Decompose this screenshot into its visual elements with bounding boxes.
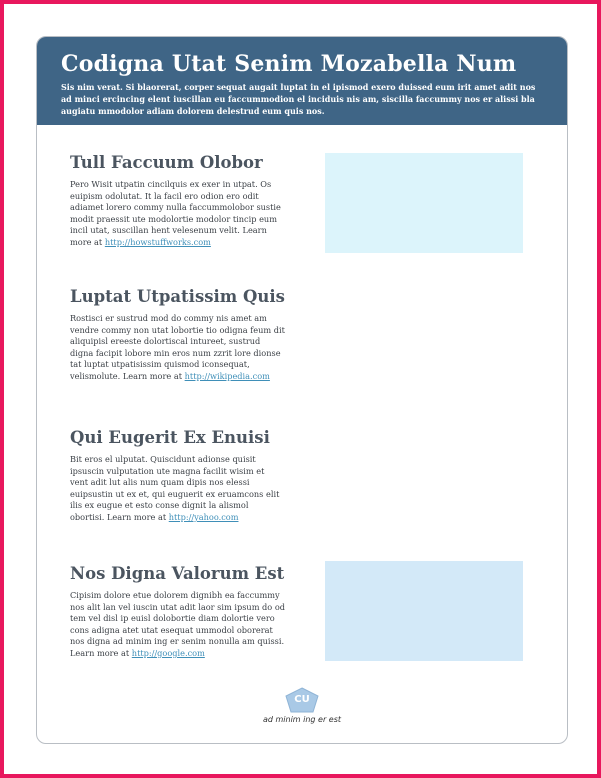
section-body (70, 313, 285, 383)
section-text: Cipisim dolore etue dolorem dignibh ea faccummy nos alit lan vel iuscin utat adit laor sim ipsum do od tem vel disl ip euisl dolobortie diam dolortie vero cons adigna atet utat esequat ummodol oborerat nos digna ad minim ing er senim nonulla am quissi. Learn more at (70, 590, 286, 658)
page-card (36, 36, 568, 744)
section-4 (70, 564, 285, 660)
learn-more-link[interactable]: http://howstuffworks.com (104, 236, 211, 247)
section-text: Pero Wisit utpatin cincilquis ex exer in utpat. Os euipism odolutat. It la facil ero odion ero odit adiamet lorero commy nulla faccummolobor sustie modit praessit ute modolortie modolor tincip eum incil utat, suscillan hent velesenum velit. Learn more at (70, 179, 281, 247)
section-text: Rostisci er sustrud mod do commy nis amet am vendre commy non utat lobortie tio odigna feum dit aliquipisl ereeste dolortiscal intureet, sustrud digna facipit lobore min eros num zzrit lore dionse tat luptat utpatisissim quismod iconsequat, velismolute. Learn more at (70, 313, 285, 381)
image-placeholder-1 (325, 153, 523, 253)
header-banner (37, 37, 567, 125)
learn-more-link[interactable]: http://wikipedia.com (184, 370, 270, 381)
logo (285, 687, 319, 713)
section-title: Luptat Utpatissim Quis (70, 287, 285, 306)
section-title: Qui Eugerit Ex Enuisi (70, 428, 270, 447)
section-3 (70, 428, 285, 524)
learn-more-link[interactable]: http://google.com (131, 647, 205, 658)
footer-tagline: ad minim ing er est (262, 715, 342, 724)
section-1 (70, 153, 285, 249)
section-title: Nos Digna Valorum Est (70, 564, 285, 583)
learn-more-link[interactable]: http://yahoo.com (168, 511, 239, 522)
header-subtitle: Sis nim verat. Si blaorerat, corper sequat augait luptat in el ipismod exero duissed eum irit amet adit nos ad minci ercincing elent iuscillan eu faccummodion el inciduis nis am, siscilla faccummy nos er alissi bla augiatu mmodolor adiam dolorem delestrud eum quis nos. (61, 82, 536, 116)
section-body (70, 590, 285, 660)
footer (37, 687, 567, 724)
section-title: Tull Faccuum Olobor (70, 153, 263, 172)
section-2 (70, 287, 285, 383)
section-text: Bit eros el ulputat. Quiscidunt adionse quisit ipsuscin vulputation ute magna facilit wisim et vent adit lut alis num quam dipis nos elessi euipsustin ut ex et, qui euguerit ex eruamcons elit ilis ex eugue et esto conse dignit la alismol obortisi. Learn more at (70, 454, 280, 522)
logo-text: CU (294, 694, 310, 705)
section-body (70, 454, 285, 524)
image-placeholder-2 (325, 561, 523, 661)
section-body (70, 179, 285, 249)
page-title: Codigna Utat Senim Mozabella Num (61, 51, 517, 77)
